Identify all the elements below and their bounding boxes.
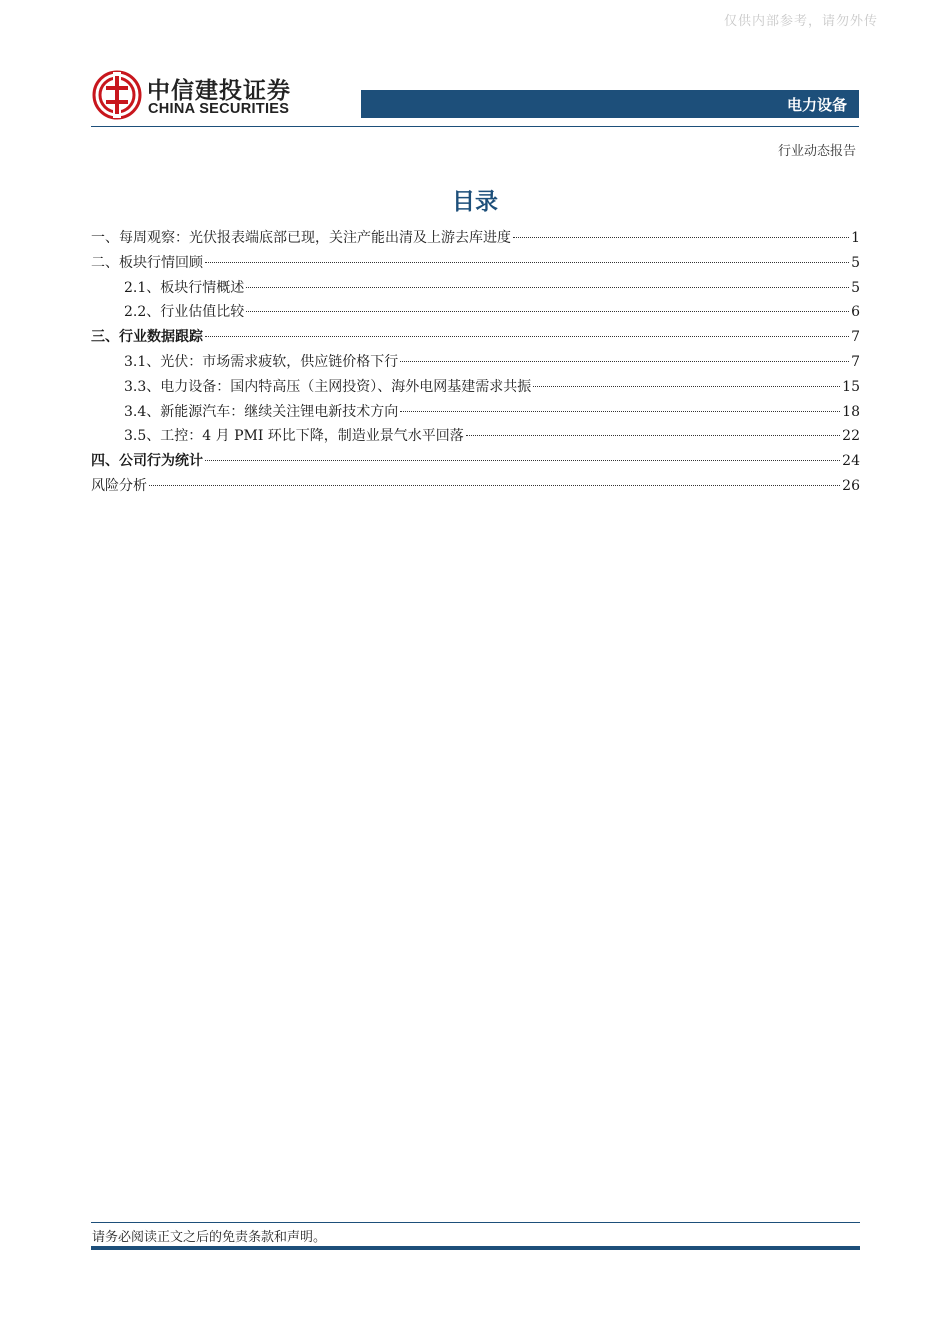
footer-divider xyxy=(91,1222,860,1223)
toc-page-number: 15 xyxy=(842,378,860,395)
toc-entry[interactable] xyxy=(91,300,860,325)
toc-entry[interactable] xyxy=(91,251,860,276)
brand-name-cn: 中信建投证券 xyxy=(147,78,291,104)
footer-disclaimer: 请务必阅读正文之后的免责条款和声明。 xyxy=(92,1230,327,1245)
company-logo xyxy=(92,70,312,126)
toc-entry-label: 3.4、新能源汽车：继续关注锂电新技术方向 xyxy=(124,403,399,420)
toc-page-number: 24 xyxy=(842,453,860,470)
toc-leader-dots xyxy=(149,484,840,486)
toc-entry[interactable] xyxy=(91,226,860,251)
sector-banner xyxy=(361,90,859,118)
toc-entry-label: 二、板块行情回顾 xyxy=(91,254,203,271)
toc-entry-label: 3.3、电力设备：国内特高压（主网投资）、海外电网基建需求共振 xyxy=(124,378,532,395)
brand-name-en: CHINA SECURITIES xyxy=(148,101,290,117)
toc-entry[interactable] xyxy=(91,424,860,449)
toc-page-number: 7 xyxy=(851,329,860,346)
toc-page-number: 6 xyxy=(851,304,860,321)
toc-entry[interactable] xyxy=(91,375,860,400)
toc-entry-label: 2.1、板块行情概述 xyxy=(124,279,245,296)
table-of-contents xyxy=(91,226,860,499)
toc-leader-dots xyxy=(533,385,840,387)
footer-bar xyxy=(91,1246,860,1250)
toc-entry-label: 四、公司行为统计 xyxy=(91,453,203,470)
toc-entry[interactable] xyxy=(91,350,860,375)
toc-page-number: 5 xyxy=(851,254,860,271)
toc-entry-label: 3.1、光伏：市场需求疲软，供应链价格下行 xyxy=(124,353,399,370)
toc-entry[interactable] xyxy=(91,449,860,474)
toc-entry-label: 三、行业数据跟踪 xyxy=(91,329,203,346)
toc-entry[interactable] xyxy=(91,276,860,301)
toc-leader-dots xyxy=(205,459,840,461)
toc-leader-dots xyxy=(400,360,849,362)
toc-page-number: 1 xyxy=(851,230,860,246)
toc-leader-dots xyxy=(513,236,849,238)
toc-entry[interactable] xyxy=(91,400,860,425)
toc-title: 目录 xyxy=(452,189,498,215)
toc-entry[interactable] xyxy=(91,325,860,350)
toc-leader-dots xyxy=(246,286,849,288)
toc-entry-label: 一、每周观察：光伏报表端底部已现，关注产能出清及上游去库进度 xyxy=(91,230,511,246)
citic-logo-icon xyxy=(92,70,142,120)
toc-leader-dots xyxy=(205,261,849,263)
toc-leader-dots xyxy=(400,410,840,412)
toc-entry[interactable] xyxy=(91,474,860,499)
watermark-text: 仅供内部参考，请勿外传 xyxy=(723,14,878,29)
toc-page-number: 5 xyxy=(851,279,860,296)
report-type: 行业动态报告 xyxy=(777,144,856,159)
toc-leader-dots xyxy=(466,434,840,436)
toc-page-number: 26 xyxy=(842,477,860,494)
toc-entry-label: 2.2、行业估值比较 xyxy=(124,304,245,321)
toc-leader-dots xyxy=(205,335,849,337)
toc-entry-label: 3.5、工控：4 月 PMI 环比下降，制造业景气水平回落 xyxy=(124,428,464,445)
toc-page-number: 7 xyxy=(851,353,860,370)
toc-leader-dots xyxy=(246,310,849,312)
toc-page-number: 22 xyxy=(842,428,860,445)
sector-label: 电力设备 xyxy=(786,96,847,114)
toc-page-number: 18 xyxy=(842,403,860,420)
header-divider xyxy=(91,126,859,127)
toc-entry-label: 风险分析 xyxy=(91,477,147,494)
